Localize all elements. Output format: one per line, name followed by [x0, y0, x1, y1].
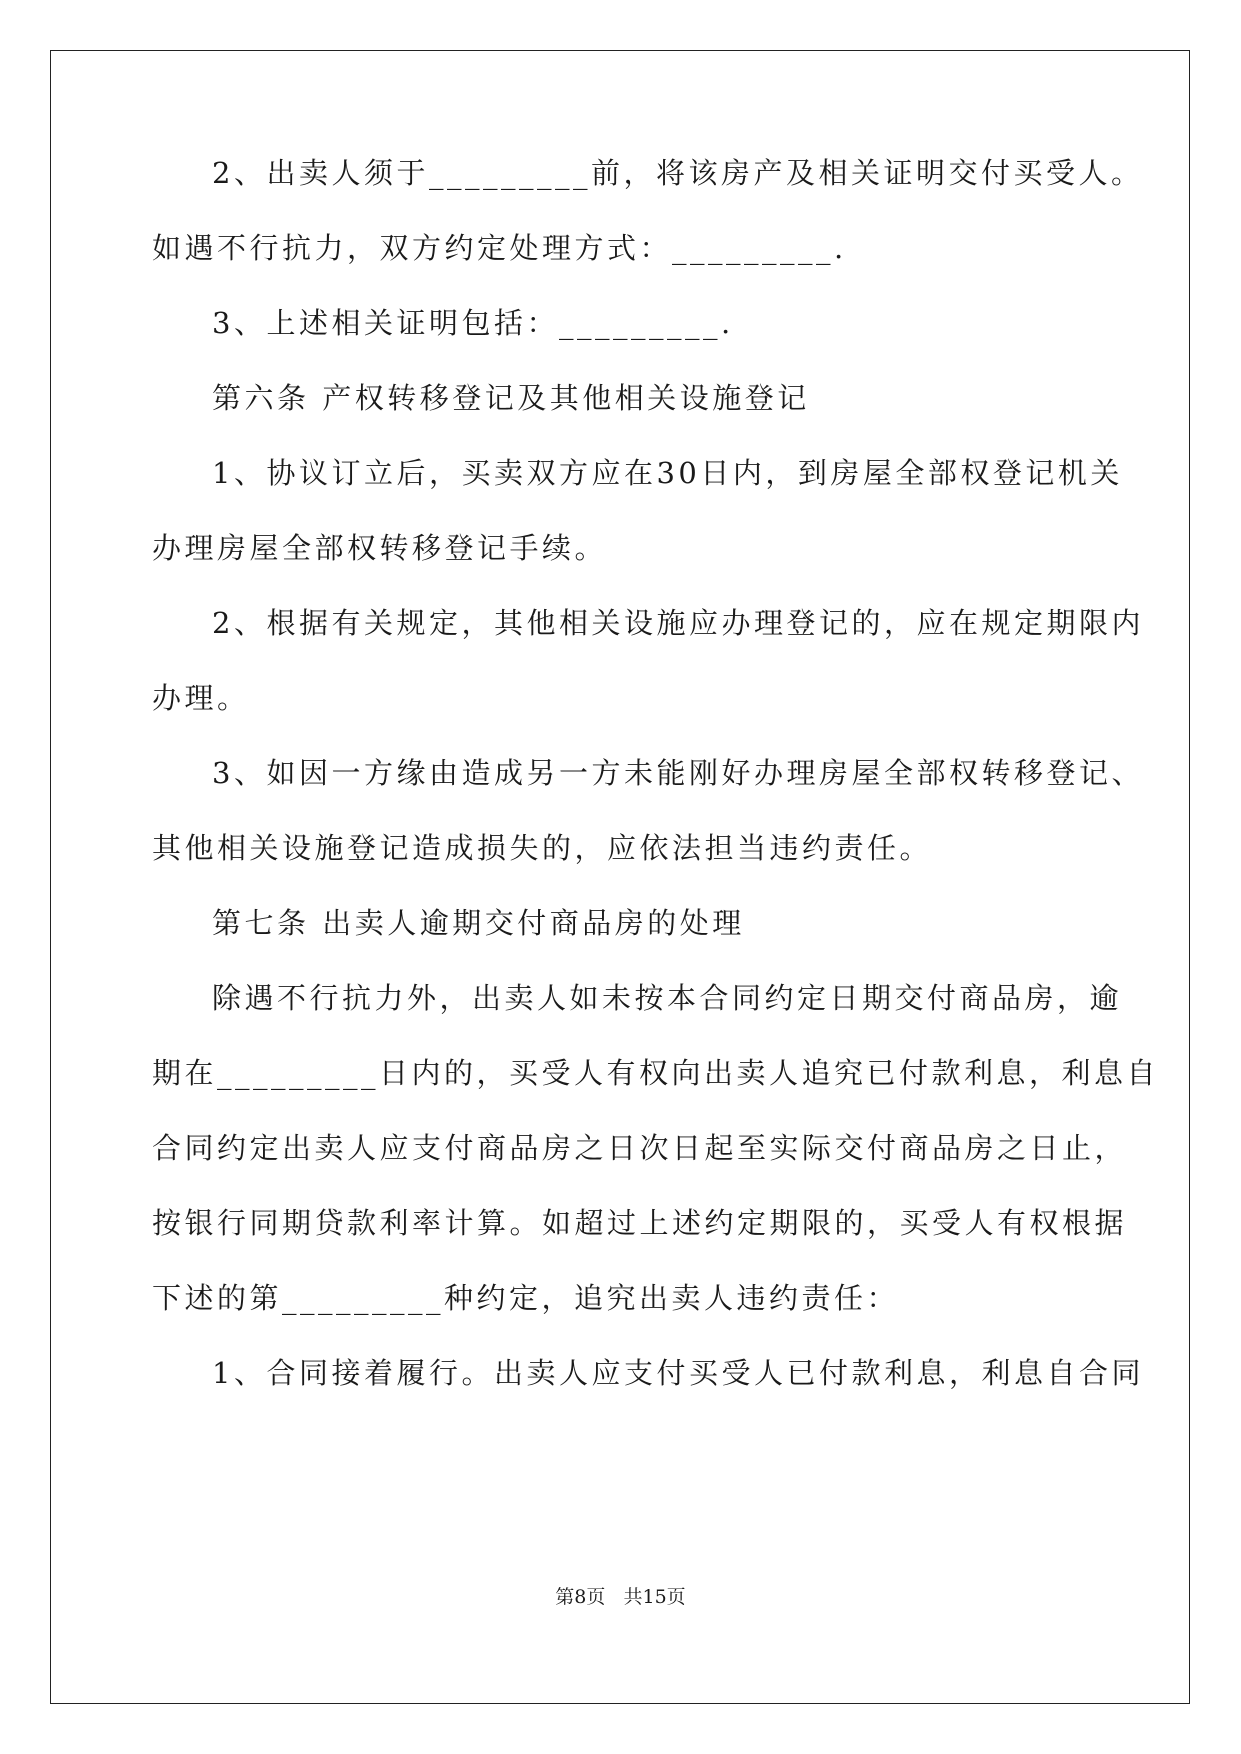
- text-line: 3、如因一方缘由造成另一方未能刚好办理房屋全部权转移登记、: [212, 756, 1144, 790]
- text-line: 下述的第_________种约定，追究出卖人违约责任：: [152, 1281, 900, 1315]
- section-heading: 第七条 出卖人逾期交付商品房的处理: [212, 906, 745, 940]
- text-line: 其他相关设施登记造成损失的，应依法担当违约责任。: [152, 831, 933, 865]
- page-number-footer: 第8页 共15页: [555, 1586, 686, 1608]
- section-heading: 第六条 产权转移登记及其他相关设施登记: [212, 381, 810, 415]
- text-line: 按银行同期贷款利率计算。如超过上述约定期限的，买受人有权根据: [152, 1206, 1128, 1240]
- text-line: 3、上述相关证明包括：_________.: [212, 306, 734, 340]
- text-line: 办理房屋全部权转移登记手续。: [152, 531, 608, 565]
- page-border: [50, 50, 1190, 1704]
- text-line: 2、出卖人须于_________前，将该房产及相关证明交付买受人。: [212, 156, 1144, 190]
- text-line: 1、合同接着履行。出卖人应支付买受人已付款利息，利息自合同: [212, 1356, 1144, 1390]
- text-line: 2、根据有关规定，其他相关设施应办理登记的，应在规定期限内: [212, 606, 1144, 640]
- text-line: 如遇不行抗力，双方约定处理方式：_________.: [152, 231, 847, 265]
- text-line: 1、协议订立后，买卖双方应在30日内，到房屋全部权登记机关: [212, 456, 1123, 490]
- text-line: 除遇不行抗力外，出卖人如未按本合同约定日期交付商品房，逾: [212, 981, 1123, 1015]
- text-line: 期在_________日内的，买受人有权向出卖人追究已付款利息，利息自: [152, 1056, 1160, 1090]
- text-line: 合同约定出卖人应支付商品房之日次日起至实际交付商品房之日止，: [152, 1131, 1128, 1165]
- text-line: 办理。: [152, 681, 250, 715]
